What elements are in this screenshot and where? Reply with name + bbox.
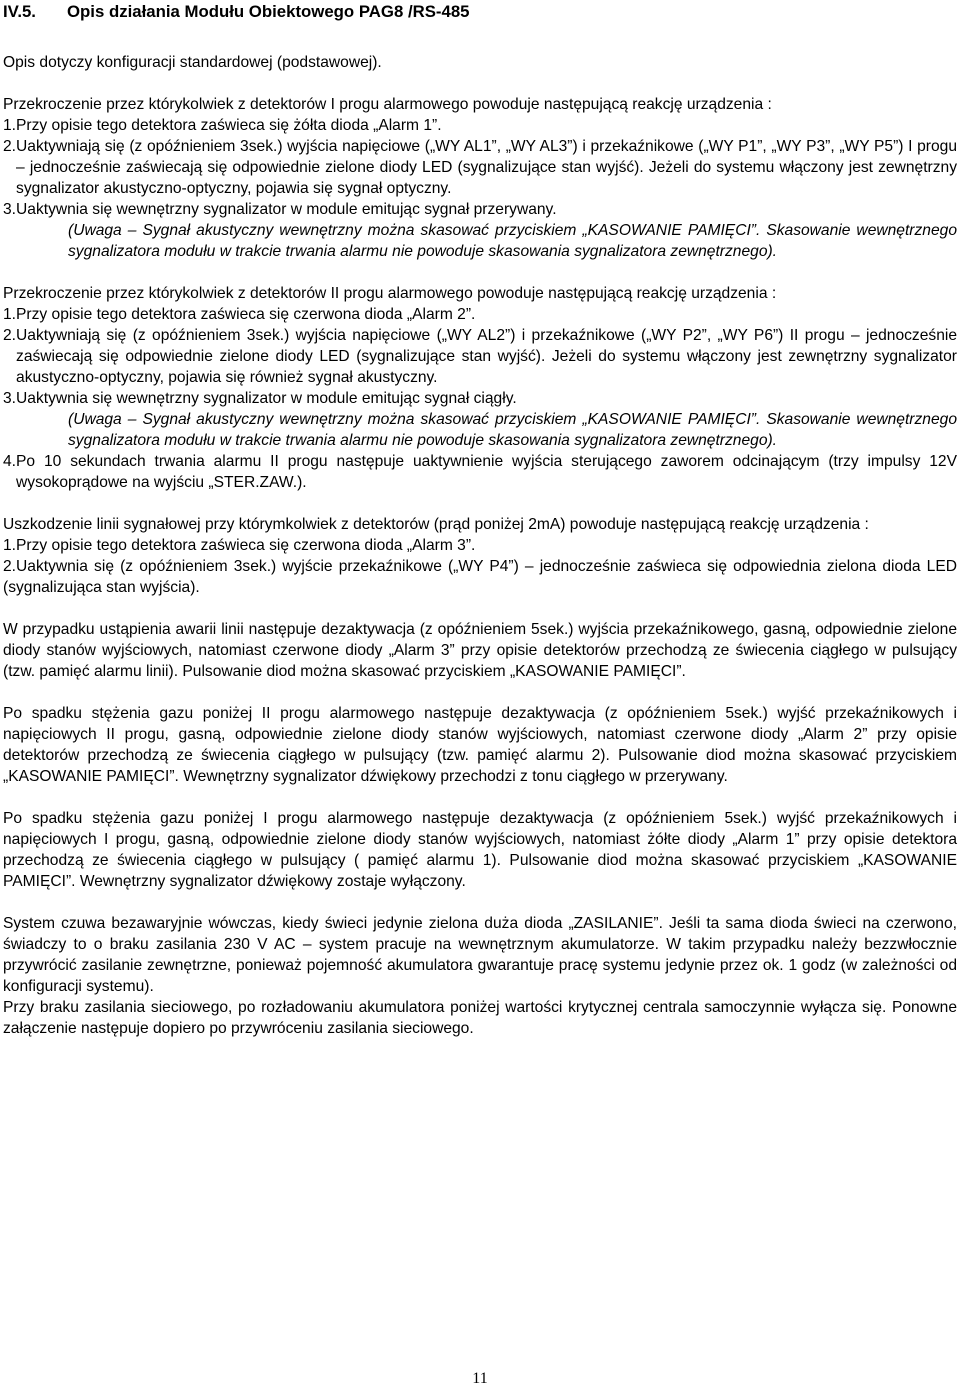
sec1-lead: Przekroczenie przez którykolwiek z detektorów I progu alarmowego powoduje następującą reakcję urządzenia :	[3, 96, 772, 113]
sec1-item-1: 1.Przy opisie tego detektora zaświeca się żółta dioda „Alarm 1”.	[3, 117, 442, 134]
intro-paragraph: Opis dotyczy konfiguracji standardowej (podstawowej).	[3, 54, 382, 71]
sec2-item-1: 1.Przy opisie tego detektora zaświeca się czerwona dioda „Alarm 2”.	[3, 306, 476, 323]
sec1-item-3: 3. Uaktywnia się wewnętrzny sygnalizator w module emitując sygnał przerywany.	[3, 201, 557, 218]
heading-number: IV.5.	[3, 2, 36, 21]
sec3-lead: Uszkodzenie linii sygnałowej przy którymkolwiek z detektorów (prąd poniżej 2mA) powoduje następującą reakcję urządzenia :	[3, 516, 869, 533]
document-page	[3, 0, 957, 1039]
heading-title: Opis działania Modułu Obiektowego PAG8 /RS-485	[67, 2, 470, 21]
paragraph-battery-shutdown: Przy braku zasilania sieciowego, po rozładowaniu akumulatora poniżej wartości krytycznej centrala samoczynnie wyłącza się. Ponowne załączenie następuje dopiero po przywróceniu zasilania sieciowego.	[3, 999, 957, 1037]
paragraph-threshold-2-drop: Po spadku stężenia gazu poniżej II progu alarmowego następuje dezaktywacja (z opóźnieniem 5sek.) wyjść przekaźnikowych i napięciowych II progu, gasną, odpowiednie zielone diody stanów wyjściowych, natomiast czerwone diody „Alarm 2” przy opisie detektorów przechodzą ze świecenia ciągłego w pulsujący (tzw. pamięć alarmu 2). Pulsowanie diod można skasować przyciskiem „KASOWANIE PAMIĘCI”. Wewnętrzny sygnalizator dźwiękowy przechodzi z tonu ciągłego w przerywany.	[3, 705, 957, 785]
sec3-item-1: 1.Przy opisie tego detektora zaświeca się czerwona dioda „Alarm 3”.	[3, 537, 476, 554]
paragraph-power-status: System czuwa bezawaryjnie wówczas, kiedy świeci jedynie zielona duża dioda „ZASILANIE”. Jeśli ta sama dioda świeci na czerwono, świadczy to o braku zasilania 230 V AC – system pracuje na wewnętrznym akumulatorze. W takim przypadku należy bezzwłocznie przywrócić zasilanie zewnętrzne, ponieważ pojemność akumulatora gwarantuje pracę systemu jedynie przez ok. 1 godz (w zależności od konfiguracji systemu).	[3, 915, 957, 995]
section-heading	[3, 0, 957, 24]
sec1-item-2: 2. Uaktywniają się (z opóźnieniem 3sek.) wyjścia napięciowe („WY AL1”, „WY AL3”) i przekaźnikowe („WY P1”, „WY P3”, „WY P5”) I progu – jednocześnie zaświecają się odpowiednie zielone diody LED (sygnalizujące stan wyjść). Jeżeli do systemu włączony jest zewnętrzny sygnalizator akustyczno-optyczny, pojawia się sygnał optyczny.	[3, 138, 957, 197]
sec1-note: (Uwaga – Sygnał akustyczny wewnętrzny można skasować przyciskiem „KASOWANIE PAMIĘCI”. Skasowanie wewnętrznego sygnalizatora modułu w trakcie trwania alarmu nie powoduje skasowania sygnalizatora zewnętrznego).	[68, 222, 957, 260]
sec2-item-4: 4. Po 10 sekundach trwania alarmu II progu następuje uaktywnienie wyjścia sterującego zaworem odcinającym (trzy impulsy 12V wysokoprądowe na wyjściu „STER.ZAW.).	[3, 453, 957, 491]
page-number: 11	[472, 1370, 488, 1387]
sec2-item-2: 2. Uaktywniają się (z opóźnieniem 3sek.) wyjścia napięciowe („WY AL2”) i przekaźnikowe („WY P2”, „WY P6”) II progu – jednocześnie zaświecają się odpowiednie zielone diody LED (sygnalizujące stan wyjść). Jeżeli do systemu włączony jest zewnętrzny sygnalizator akustyczno-optyczny, pojawia się również sygnał akustyczny.	[3, 327, 957, 386]
paragraph-threshold-1-drop: Po spadku stężenia gazu poniżej I progu alarmowego następuje dezaktywacja (z opóźnieniem 5sek.) wyjść przekaźnikowych i napięciowych I progu, gasną, odpowiednie zielone diody stanów wyjściowych, natomiast żółte diody „Alarm 1” przy opisie detektora przechodzą ze świecenia ciągłego w pulsujący ( pamięć alarmu 1). Pulsowanie diod można skasować przyciskiem „KASOWANIE PAMIĘCI”. Wewnętrzny sygnalizator dźwiękowy zostaje wyłączony.	[3, 810, 957, 890]
sec2-item-3: 3. Uaktywnia się wewnętrzny sygnalizator w module emitując sygnał ciągły.	[3, 390, 517, 407]
sec2-lead: Przekroczenie przez którykolwiek z detektorów II progu alarmowego powoduje następującą reakcję urządzenia :	[3, 285, 777, 302]
paragraph-line-failure-recovery: W przypadku ustąpienia awarii linii następuje dezaktywacja (z opóźnieniem 5sek.) wyjścia przekaźnikowego, gasną, odpowiednie zielone diody stanów wyjściowych, natomiast czerwone diody „Alarm 3” przy opisie detektorów przechodzą ze świecenia ciągłego w pulsujący (tzw. pamięć alarmu linii). Pulsowanie diod można skasować przyciskiem „KASOWANIE PAMIĘCI”.	[3, 621, 957, 680]
sec3-item-2: 2.Uaktywnia się (z opóźnieniem 3sek.) wyjście przekaźnikowe („WY P4”) – jednocześnie zaświeca się odpowiednia zielona dioda LED (sygnalizująca stan wyjścia).	[3, 558, 957, 596]
sec2-note: (Uwaga – Sygnał akustyczny wewnętrzny można skasować przyciskiem „KASOWANIE PAMIĘCI”. Skasowanie wewnętrznego sygnalizatora modułu w trakcie trwania alarmu nie powoduje skasowania sygnalizatora zewnętrznego).	[68, 411, 957, 449]
